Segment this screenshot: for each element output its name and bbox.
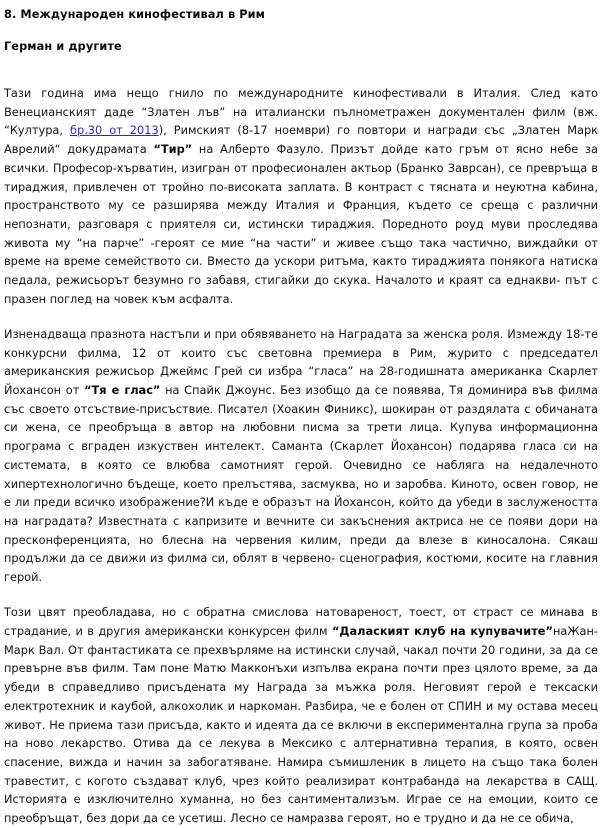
paragraph-2 [4, 325, 598, 587]
film-title-her: “Тя е глас” [84, 383, 161, 398]
paragraph-2-segment-1: Изненадваща празнота настъпи и при обявяването на Наградата за женска роля. Измежду 18-те конкурсни филма, 12 от които със световна премиера в Рим, журито с председател американския режисьор Джеймс Грей си избра “гласа” на 28-годишната американка Скарлет Йохансон от [4, 326, 598, 398]
paragraph-1-segment-1: Тази година има нещо гнило по международните кинофестивали в Италия. След като Венецианският даде “Златен лъв” на италиански пълнометражен документален филм (вж. “Култура, [4, 86, 598, 138]
paragraph-3-segment-1: Този цвят преобладава, но с обратна смислова натовареност, тоест, от страст се минава в страдание, и в другия американски конкурсен филм [4, 605, 598, 638]
film-title-tir: “Тир” [153, 142, 193, 157]
paragraph-1 [4, 84, 598, 308]
article-body [4, 84, 598, 828]
paragraph-2-segment-2: на Спайк Джоунс. Без изобщо да се появява, Тя доминира във филма със своето отсъствие-присъствие. Писател (Хоакин Финикс), шокиран от раздялата с обичаната си жена, се преобръща в автор на любовни писма за трети лица. Купува информационна програма с вграден изкуствен интелект. Саманта (Скарлет Йохансон) подарява гласа си на системата, в която се влюбва самотният герой. Очевидно се набляга на недалечното хипертехнологично бъдеще, което прелъстява, засмуква, но и заробва. Киното, освен говор, не е ли преди всичко изображение?И къде е образът на Йохансон, който да убеди в заслужеността на наградата? Известната с капризите и вечните си закъснения актриса не се появи дори на пресконференцията, но блесна на червения килим, преди да влезе в киносалона. Сякаш продължи да се движи из филма си, облят в червено- сценография, костюми, косите на главния герой. [4, 383, 598, 585]
issue-link[interactable]: бр.30 от 2013 [70, 123, 159, 138]
paragraph-3 [4, 603, 598, 827]
film-title-dallas-buyers-club: “Далаският клуб на купувачите” [331, 623, 553, 638]
paragraph-1-segment-3: на Алберто Фазуло. Призът дойде като гръм от ясно небе за всички. Професор-хърватин, изигран от професионален актьор (Бранко Заврсан), се превръща в тираджия, привлечен от тройно по-високата заплата. В контраст с тясната и неуютна кабина, пространството му се разширява между Италия и Франция, където се среща с различни непознати, разговаря с приятеля си, истински тираджия. Поредното роуд муви проследява живота му “на парче” -героят се мие “на части” и живее също така частично, виждайки от време на време семейството си. Вместо да ускори ритъма, както тираджията понякога натиска педала, режисьорът безумно го забавя, стигайки до скука. Началото и краят са еднакви- път с празен поглед на човек към асфалта. [4, 142, 598, 306]
paragraph-1-segment-2: ), Римският (8-17 ноември) го повтори и награди със „Златен Марк Аврелий“ докудрамата [4, 123, 599, 157]
paragraph-3-segment-2: наЖан-Марк Вал. От фантастиката се прехвърляме на истински случай, чакал почти 20 години, за да се превърне във филм. Там поне Матю Макконъхи изпълва екрана почти през цялото време, за да убеди в справедливо присъдената му Награда за мъжка роля. Неговият герой е тексаски електротехник и каубой, алкохолик и наркоман. Разбира, че е болен от СПИН и му остава месец живот. Не приема тази присъда, както и идеята да се включи в експериментална група за проба на ново лекарство. Отива да се лекува в Мексико с алтернативна терапия, в която, освен спасение, вижда и начин за забогатяване. Намира съмишленик в лицето на също така болен травестит, с когото създават клуб, чрез който реализират контрабанда на лекарства в САЩ. Историята е изключително хуманна, но без сантиментализъм. Играе се на емоции, които се преобръщат, без дори да се усетиш. Лесно се намразва героят, но е трудно и да не се обича, [4, 623, 598, 826]
page-title: 8. Международен кинофестивал в Рим [4, 8, 266, 21]
article-subheading: Герман и другите [4, 40, 122, 53]
